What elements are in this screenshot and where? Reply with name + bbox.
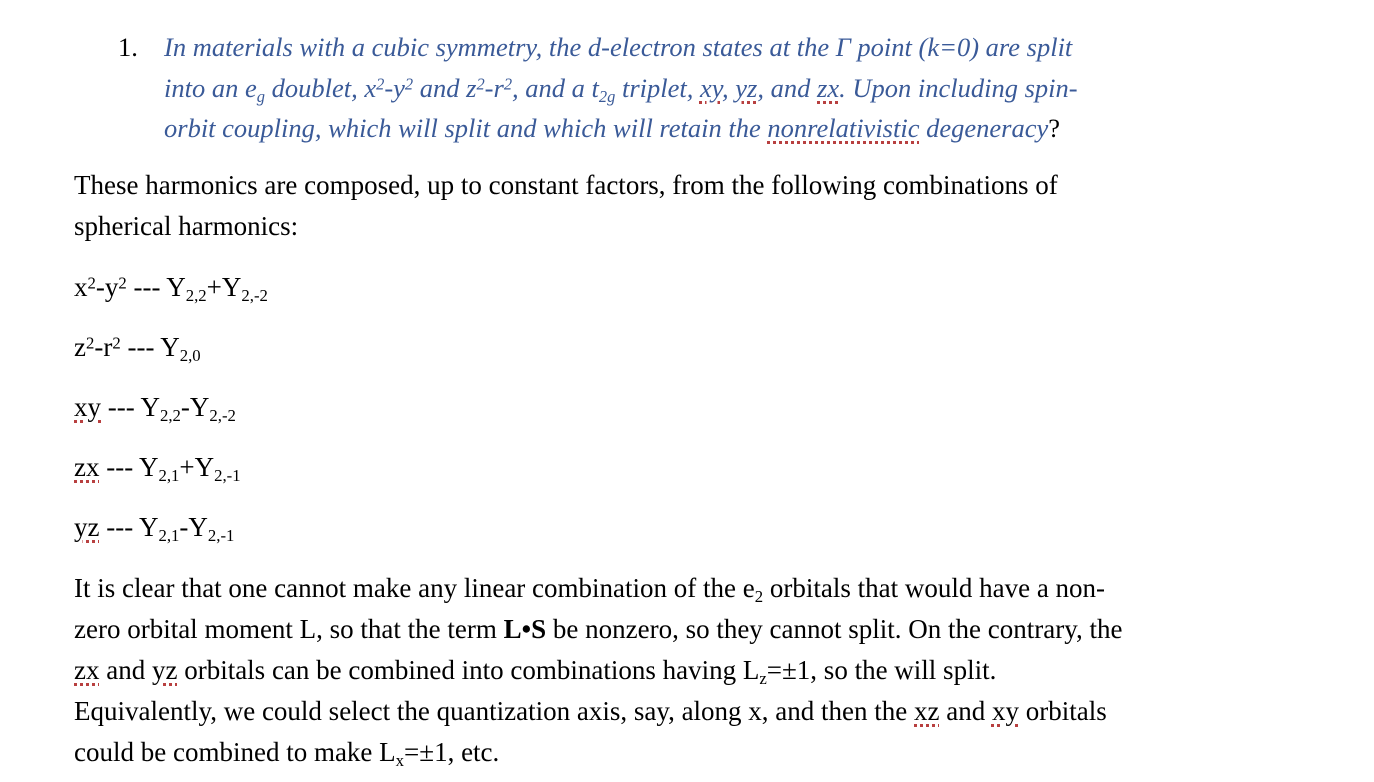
equation-xy: [74, 392, 236, 426]
operator: +: [206, 272, 222, 302]
text-run: It is clear that one cannot make any linear combination of the e: [74, 573, 755, 603]
text-run: be nonzero, so they cannot split. On the contrary, the: [546, 614, 1123, 644]
text-run: and: [939, 696, 992, 726]
harmonic-symbol: Y: [189, 392, 210, 422]
conclusion-line-1: [74, 568, 1324, 609]
spellcheck-word[interactable]: zx: [817, 72, 840, 103]
spellcheck-word[interactable]: xy: [699, 72, 723, 103]
text-run: =±1, etc.: [404, 737, 500, 767]
harmonic-symbol: Y: [138, 512, 159, 542]
equation-z2-r2: [74, 332, 201, 366]
superscript: 2: [87, 273, 96, 293]
superscript: 2: [85, 333, 95, 353]
spellcheck-word[interactable]: nonrelativistic: [767, 113, 920, 143]
separator: ---: [99, 452, 139, 482]
text-run: . Upon including spin-: [839, 72, 1078, 103]
spellcheck-word[interactable]: yz: [151, 655, 178, 685]
separator: ---: [120, 332, 161, 362]
equation-zx: [74, 452, 241, 486]
separator: ---: [99, 512, 139, 542]
question-number: 1.: [118, 32, 138, 62]
text-run: orbitals: [1018, 696, 1107, 726]
intro-line-1: These harmonics are composed, up to constant factors, from the following combinations of: [74, 170, 1058, 200]
spellcheck-word[interactable]: zx: [74, 655, 100, 685]
subscript: 2,0: [179, 346, 201, 366]
harmonic-symbol: Y: [140, 392, 160, 422]
harmonic-symbol: Y: [160, 332, 180, 362]
subscript: 2,2: [159, 406, 181, 426]
text-run: and z: [413, 72, 477, 103]
conclusion-line-2: [74, 609, 1324, 650]
superscript: 2: [476, 74, 485, 94]
operator: +: [179, 452, 195, 482]
subscript: 2,-2: [209, 406, 236, 426]
superscript: 2: [112, 333, 121, 353]
text-run: z: [74, 332, 86, 362]
spellcheck-word[interactable]: xy: [991, 696, 1019, 726]
superscript: 2: [118, 273, 127, 293]
spellcheck-word[interactable]: xy: [74, 392, 101, 422]
equation-yz: [74, 512, 235, 546]
spellcheck-word[interactable]: yz: [735, 72, 758, 103]
question-mark: ?: [1048, 113, 1060, 143]
harmonic-symbol: Y: [194, 452, 215, 482]
subscript: 2,-1: [207, 526, 235, 546]
text-run: In materials with a cubic symmetry, the d-electron states at the: [164, 32, 836, 62]
operator: -: [180, 392, 190, 422]
text-run: -r: [484, 72, 504, 103]
question-text: [164, 27, 1298, 149]
conclusion-line-3: [74, 650, 1324, 691]
text-run: , and a t: [512, 72, 599, 103]
spellcheck-word[interactable]: xz: [914, 696, 940, 726]
subscript: 2,-2: [241, 286, 268, 306]
text-run: and: [99, 655, 152, 685]
text-run: doublet, x: [264, 72, 377, 103]
question-block: [118, 27, 1298, 149]
text-run: Equivalently, we could select the quantization axis, say, along x, and then the: [74, 696, 915, 726]
superscript: 2: [376, 74, 385, 94]
subscript: 2g: [598, 86, 616, 106]
separator: ---: [126, 272, 167, 302]
subscript: 2: [754, 587, 764, 607]
superscript: 2: [503, 74, 513, 94]
equation-x2-y2: [74, 272, 268, 306]
subscript: g: [256, 86, 265, 106]
text-run: triplet,: [615, 72, 700, 103]
text-run: -y: [95, 272, 119, 302]
gamma-symbol: Γ: [835, 32, 851, 62]
subscript: z: [759, 669, 767, 689]
text-run: x: [74, 272, 88, 302]
subscript: 2,2: [185, 286, 207, 306]
harmonic-symbol: Y: [166, 272, 186, 302]
text-run: =±1, so the will split.: [766, 655, 997, 685]
text-run: orbitals can be combined into combinations having L: [177, 655, 760, 685]
subscript: 2,1: [158, 526, 180, 546]
conclusion-line-5: [74, 732, 1324, 773]
text-run: orbit coupling, which will split and which will retain the: [164, 113, 768, 143]
conclusion-paragraph: [74, 568, 1324, 773]
text-run: zero orbital moment L, so that the term: [74, 614, 504, 644]
text-run: , and: [757, 72, 817, 103]
subscript: 2,-1: [214, 466, 241, 486]
spellcheck-word[interactable]: zx: [74, 452, 100, 482]
question-line-2: [164, 68, 1298, 109]
operator: -: [179, 512, 189, 542]
text-run: -y: [384, 72, 405, 103]
text-run: into an e: [164, 72, 257, 103]
ls-term: L•S: [503, 614, 547, 644]
text-run: orbitals that would have a non-: [763, 573, 1106, 603]
intro-paragraph: [74, 165, 1324, 247]
subscript: 2,1: [158, 466, 180, 486]
harmonic-symbol: Y: [188, 512, 208, 542]
conclusion-line-4: [74, 691, 1324, 732]
text-run: degeneracy: [919, 113, 1049, 143]
subscript: x: [395, 751, 405, 771]
intro-line-2: spherical harmonics:: [74, 211, 299, 241]
question-line-1: [164, 27, 1298, 68]
superscript: 2: [404, 74, 414, 94]
separator: ---: [101, 392, 141, 422]
text-run: -r: [94, 332, 113, 362]
harmonic-symbol: Y: [138, 452, 159, 482]
text-run: could be combined to make L: [74, 737, 396, 767]
spellcheck-word[interactable]: yz: [74, 512, 100, 542]
text-run: point (k=0) are split: [850, 32, 1073, 62]
question-line-3: [164, 108, 1298, 149]
harmonic-symbol: Y: [221, 272, 242, 302]
text-run: ,: [722, 72, 736, 103]
